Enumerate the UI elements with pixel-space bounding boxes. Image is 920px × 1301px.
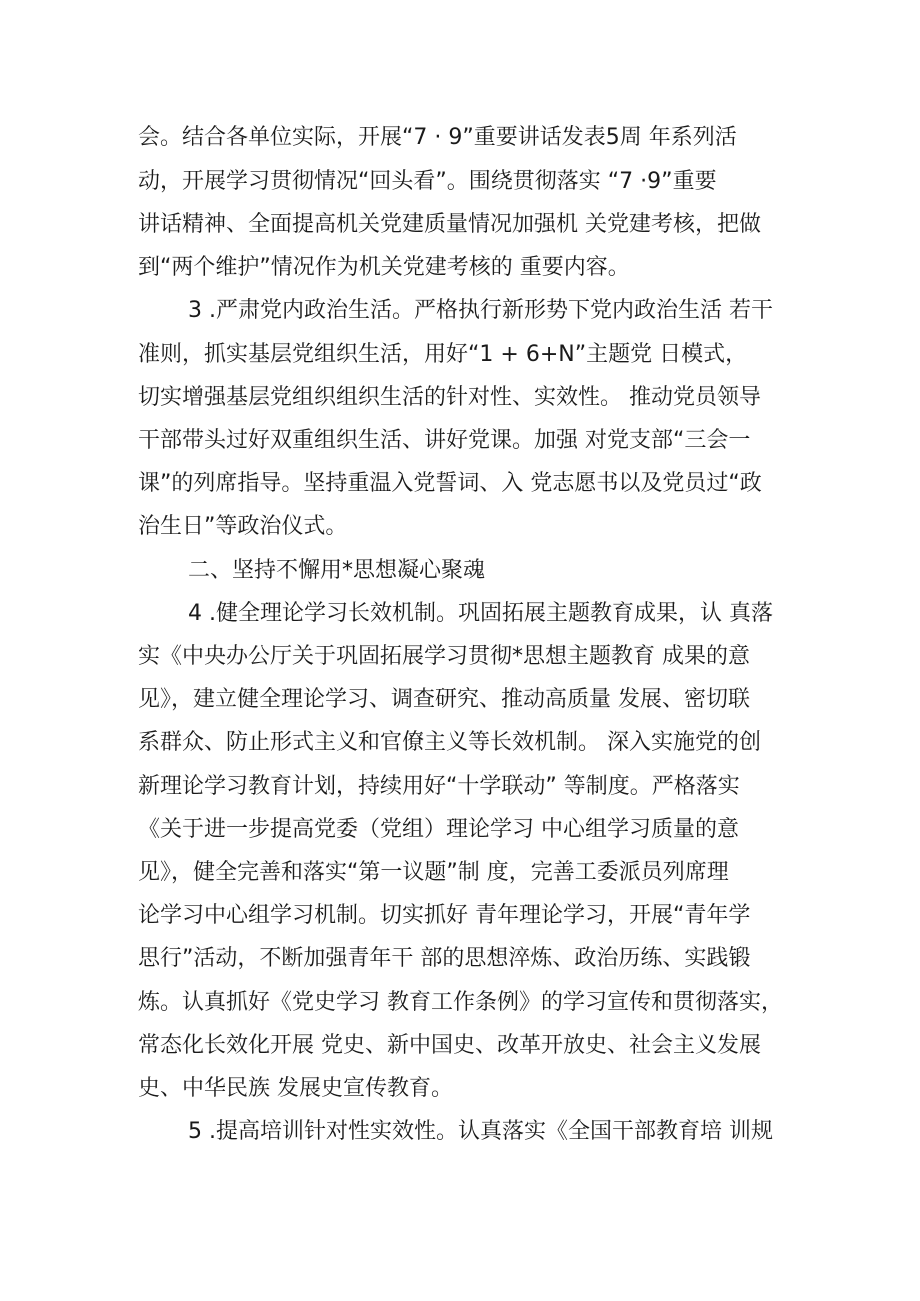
text-line: 3 .严肃党内政治生活。严格执行新形势下党内政治生活 若干 — [188, 298, 773, 323]
text-line: 5 .提高培训针对性实效性。认真落实《全国干部教育培 训规 — [188, 1119, 773, 1144]
text-line: 常态化长效化开展 党史、新中国史、改革开放史、社会主义发展 — [138, 1033, 761, 1058]
text-line: 炼。认真抓好《党史学习 教育工作条例》的学习宣传和贯彻落实， — [138, 990, 783, 1015]
text-line: 思行”活动，不断加强青年干 部的思想淬炼、政治历练、实践锻 — [138, 946, 751, 971]
text-line: 会。结合各单位实际，开展“7 · 9”重要讲话发表5周 年系列活 — [138, 125, 737, 150]
text-line: 史、中华民族 发展史宣传教育。 — [138, 1076, 453, 1101]
text-line: 新理论学习教育计划，持续用好“十学联动” 等制度。严格落实 — [138, 774, 740, 799]
text-line: 准则，抓实基层党组织生活，用好“1 + 6+N”主题党 日模式， — [138, 342, 748, 367]
section-heading: 二、坚持不懈用*思想凝心聚魂 — [188, 558, 486, 583]
text-line: 《关于进一步提高党委（党组）理论学习 中心组学习质量的意 — [138, 817, 739, 842]
text-line: 到“两个维护”情况作为机关党建考核的 重要内容。 — [138, 255, 630, 280]
text-line: 切实增强基层党组织组织生活的针对性、实效性。 推动党员领导 — [138, 385, 761, 410]
text-line: 系群众、防止形式主义和官僚主义等长效机制。 深入实施党的创 — [138, 730, 761, 755]
text-line: 干部带头过好双重组织生活、讲好党课。加强 对党支部“三会一 — [138, 428, 751, 453]
text-line: 论学习中心组学习机制。切实抓好 青年理论学习，开展“青年学 — [138, 903, 751, 928]
text-line: 课”的列席指导。坚持重温入党誓词、入 党志愿书以及党员过“政 — [138, 471, 762, 496]
text-line: 动，开展学习贯彻情况“回头看”。围绕贯彻落实 “7 ·9”重要 — [138, 169, 717, 194]
text-line: 见》，健全完善和落实“第一议题”制 度，完善工委派员列席理 — [138, 860, 729, 885]
text-line: 治生日”等政治仪式。 — [138, 514, 348, 539]
text-line: 讲话精神、全面提高机关党建质量情况加强机 关党建考核，把做 — [138, 212, 761, 237]
text-line: 见》，建立健全理论学习、调查研究、推动高质量 发展、密切联 — [138, 687, 750, 712]
text-line: 实《中央办公厅关于巩固拓展学习贯彻*思想主题教育 成果的意 — [138, 644, 750, 669]
text-line: 4 .健全理论学习长效机制。巩固拓展主题教育成果，认 真落 — [188, 601, 773, 626]
